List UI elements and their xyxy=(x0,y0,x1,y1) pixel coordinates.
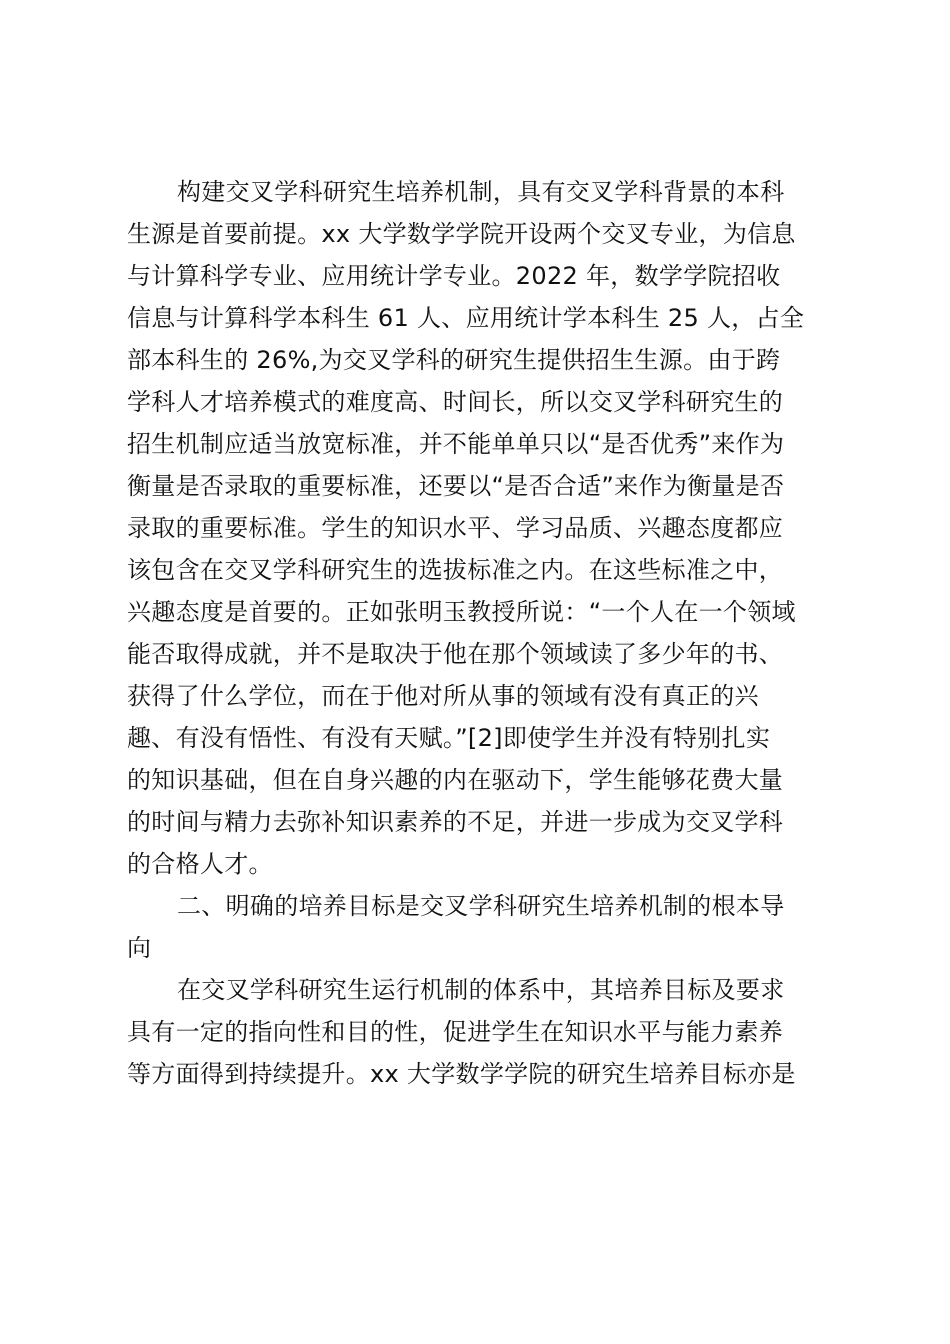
text-line: 具有一定的指向性和目的性，促进学生在知识水平与能力素养 xyxy=(127,1018,784,1046)
text-line: 生源是首要前提。xx 大学数学学院开设两个交叉专业，为信息 xyxy=(127,220,796,248)
text-line: 在交叉学科研究生运行机制的体系中，其培养目标及要求 xyxy=(177,976,785,1004)
text-line: 录取的重要标准。学生的知识水平、学习品质、兴趣态度都应 xyxy=(127,514,784,542)
text-line: 获得了什么学位，而在于他对所从事的领域有没有真正的兴 xyxy=(127,682,759,710)
text-line: 部本科生的 26%,为交叉学科的研究生提供招生生源。由于跨 xyxy=(127,346,781,374)
text-line: 的时间与精力去弥补知识素养的不足，并进一步成为交叉学科 xyxy=(127,808,784,836)
text-line: 信息与计算科学本科生 61 人、应用统计学本科生 25 人，占全 xyxy=(127,304,805,332)
paragraph-recruitment xyxy=(127,171,827,885)
text-line: 能否取得成就，并不是取决于他在那个领域读了多少年的书、 xyxy=(127,640,784,668)
document-body xyxy=(127,171,827,1095)
text-line: 的知识基础，但在自身兴趣的内在驱动下，学生能够花费大量 xyxy=(127,766,784,794)
text-line: 招生机制应适当放宽标准，并不能单单只以“是否优秀”来作为 xyxy=(127,430,785,458)
heading-line: 向 xyxy=(127,934,152,962)
section-heading xyxy=(127,885,827,969)
paragraph-training-goals xyxy=(127,969,827,1095)
text-line: 该包含在交叉学科研究生的选拔标准之内。在这些标准之中， xyxy=(127,556,784,584)
text-line: 兴趣态度是首要的。正如张明玉教授所说：“一个人在一个领域 xyxy=(127,598,796,626)
heading-line: 二、明确的培养目标是交叉学科研究生培养机制的根本导 xyxy=(177,892,785,920)
text-line: 与计算科学专业、应用统计学专业。2022 年，数学学院招收 xyxy=(127,262,781,290)
text-line: 的合格人才。 xyxy=(127,850,273,878)
text-line: 趣、有没有悟性、有没有天赋。”[2]即使学生并没有特别扎实 xyxy=(127,724,771,752)
text-line: 等方面得到持续提升。xx 大学数学学院的研究生培养目标亦是 xyxy=(127,1060,796,1088)
text-line: 衡量是否录取的重要标准，还要以“是否合适”来作为衡量是否 xyxy=(127,472,785,500)
text-line: 构建交叉学科研究生培养机制，具有交叉学科背景的本科 xyxy=(177,178,785,206)
text-line: 学科人才培养模式的难度高、时间长，所以交叉学科研究生的 xyxy=(127,388,784,416)
